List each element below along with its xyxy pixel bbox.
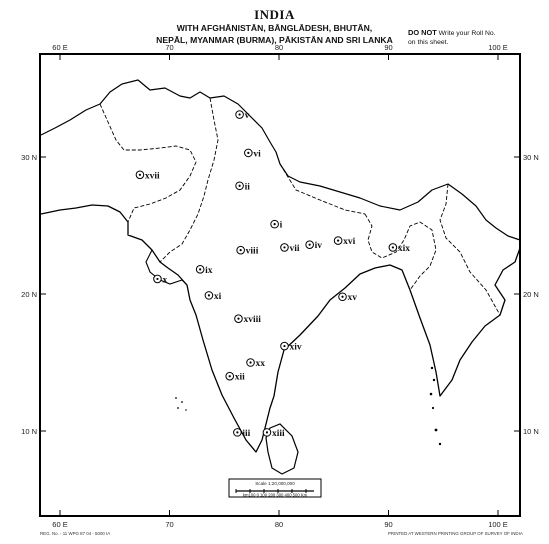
- marker-label: i: [279, 220, 283, 231]
- marker-label: xx: [255, 359, 266, 369]
- lon-label-top: 80: [274, 43, 284, 52]
- marker-dot: [139, 174, 141, 176]
- marker-vii: [281, 244, 300, 254]
- marker-label: viii: [245, 246, 259, 257]
- lat-label-left: 10 N: [21, 427, 37, 436]
- marker-dot: [199, 268, 201, 270]
- pakistan-india-boundary: [160, 98, 218, 262]
- map-subtitle-line1: WITH AFGHĀNISTĀN, BĀNGLĀDESH, BHUTĀN,: [176, 23, 373, 33]
- marker-xv: [339, 293, 358, 303]
- footer-printer: PRINTED AT WESTERN PRINTING GROUP OF SURVEY OF INDIA: [388, 531, 523, 536]
- lon-label-top: 90: [384, 43, 393, 52]
- marker-viii: [237, 246, 259, 256]
- marker-dot: [249, 361, 251, 363]
- marker-dot: [392, 246, 394, 248]
- marker-label: xviii: [243, 315, 261, 326]
- marker-dot: [238, 113, 240, 115]
- marker-dot: [240, 249, 242, 251]
- marker-x: [154, 275, 168, 285]
- scale-caption: Scale 1:20,000,000: [255, 481, 295, 486]
- marker-label: ix: [205, 265, 213, 276]
- marker-dot: [237, 318, 239, 320]
- marker-dot: [236, 431, 238, 433]
- marker-v: [236, 111, 250, 121]
- instruction-line1: Write your Roll No.: [438, 30, 496, 37]
- lakshadweep-islands: [175, 397, 187, 411]
- marker-label: xiii: [271, 428, 285, 439]
- map-frame: [40, 54, 520, 516]
- graticule: [21, 43, 539, 529]
- marker-dot: [337, 239, 339, 241]
- lat-label-left: 20 N: [21, 290, 37, 299]
- map-subtitle-line2: NEPĀL, MYANMAR (BURMA), PĀKISTĀN AND SRI LANKA: [156, 35, 393, 45]
- marker-i: [271, 220, 283, 230]
- instruction-emphasis: DO NOT: [408, 28, 437, 37]
- marker-dot: [156, 278, 158, 280]
- lat-label-right: 20 N: [523, 290, 539, 299]
- marker-iii: [234, 429, 251, 439]
- map-title: INDIA: [254, 7, 295, 22]
- marker-label: iii: [242, 428, 251, 439]
- marker-dot: [274, 223, 276, 225]
- lon-label-bottom: 100 E: [488, 520, 508, 529]
- marker-xvii: [136, 171, 160, 181]
- subcontinent-outline: [41, 205, 520, 452]
- marker-label: x: [162, 275, 168, 286]
- marker-label: xvii: [144, 171, 160, 182]
- footer-registration: REG. No. - 11 WPG 87 04 - 5000 IA: [40, 531, 111, 536]
- marker-ix: [196, 266, 212, 276]
- marker-xix: [389, 244, 410, 254]
- lat-label-left: 30 N: [21, 153, 37, 162]
- marker-ii: [236, 182, 250, 192]
- lat-label-right: 30 N: [523, 153, 539, 162]
- marker-xvi: [334, 237, 355, 247]
- lat-label-right: 10 N: [523, 427, 539, 436]
- marker-dot: [341, 296, 343, 298]
- instruction-line2: on this sheet.: [408, 39, 449, 46]
- afghanistan-boundary: [100, 104, 196, 222]
- lon-label-top: 100 E: [488, 43, 508, 52]
- marker-label: iv: [314, 241, 323, 252]
- marker-label: vi: [253, 149, 261, 160]
- marker-dot: [266, 431, 268, 433]
- lon-label-bottom: 80: [274, 520, 284, 529]
- marker-dot: [229, 375, 231, 377]
- andaman-islands: [430, 367, 441, 445]
- lon-label-bottom: 60 E: [52, 520, 68, 529]
- marker-label: v: [244, 111, 250, 122]
- marker-label: xvi: [343, 237, 356, 248]
- marker-label: xii: [234, 372, 245, 383]
- marker-label: xiv: [289, 342, 302, 353]
- marker-xviii: [235, 315, 262, 325]
- marker-xii: [226, 372, 245, 382]
- myanmar-boundary: [440, 184, 500, 315]
- marker-label: vii: [289, 243, 300, 254]
- marker-dot: [283, 345, 285, 347]
- marker-xi: [205, 292, 222, 302]
- scale-numbers: km100 0 100 200 300 400 500 Km: [242, 492, 308, 498]
- northern-boundary: [41, 80, 520, 240]
- marker-dot: [208, 294, 210, 296]
- marker-xx: [247, 359, 266, 369]
- lon-label-bottom: 70: [165, 520, 174, 529]
- lon-label-top: 60 E: [52, 43, 68, 52]
- nepal-boundary: [280, 164, 365, 214]
- marker-label: ii: [244, 182, 250, 193]
- marker-dot: [283, 246, 285, 248]
- marker-dot: [247, 152, 249, 154]
- marker-dot: [238, 185, 240, 187]
- marker-iv: [306, 241, 322, 251]
- marker-label: xix: [397, 243, 411, 254]
- marker-vi: [245, 149, 262, 159]
- lon-label-bottom: 90: [384, 520, 393, 529]
- marker-label: xi: [213, 291, 222, 302]
- marker-dot: [309, 244, 311, 246]
- marker-label: xv: [347, 293, 358, 304]
- lon-label-top: 70: [165, 43, 174, 52]
